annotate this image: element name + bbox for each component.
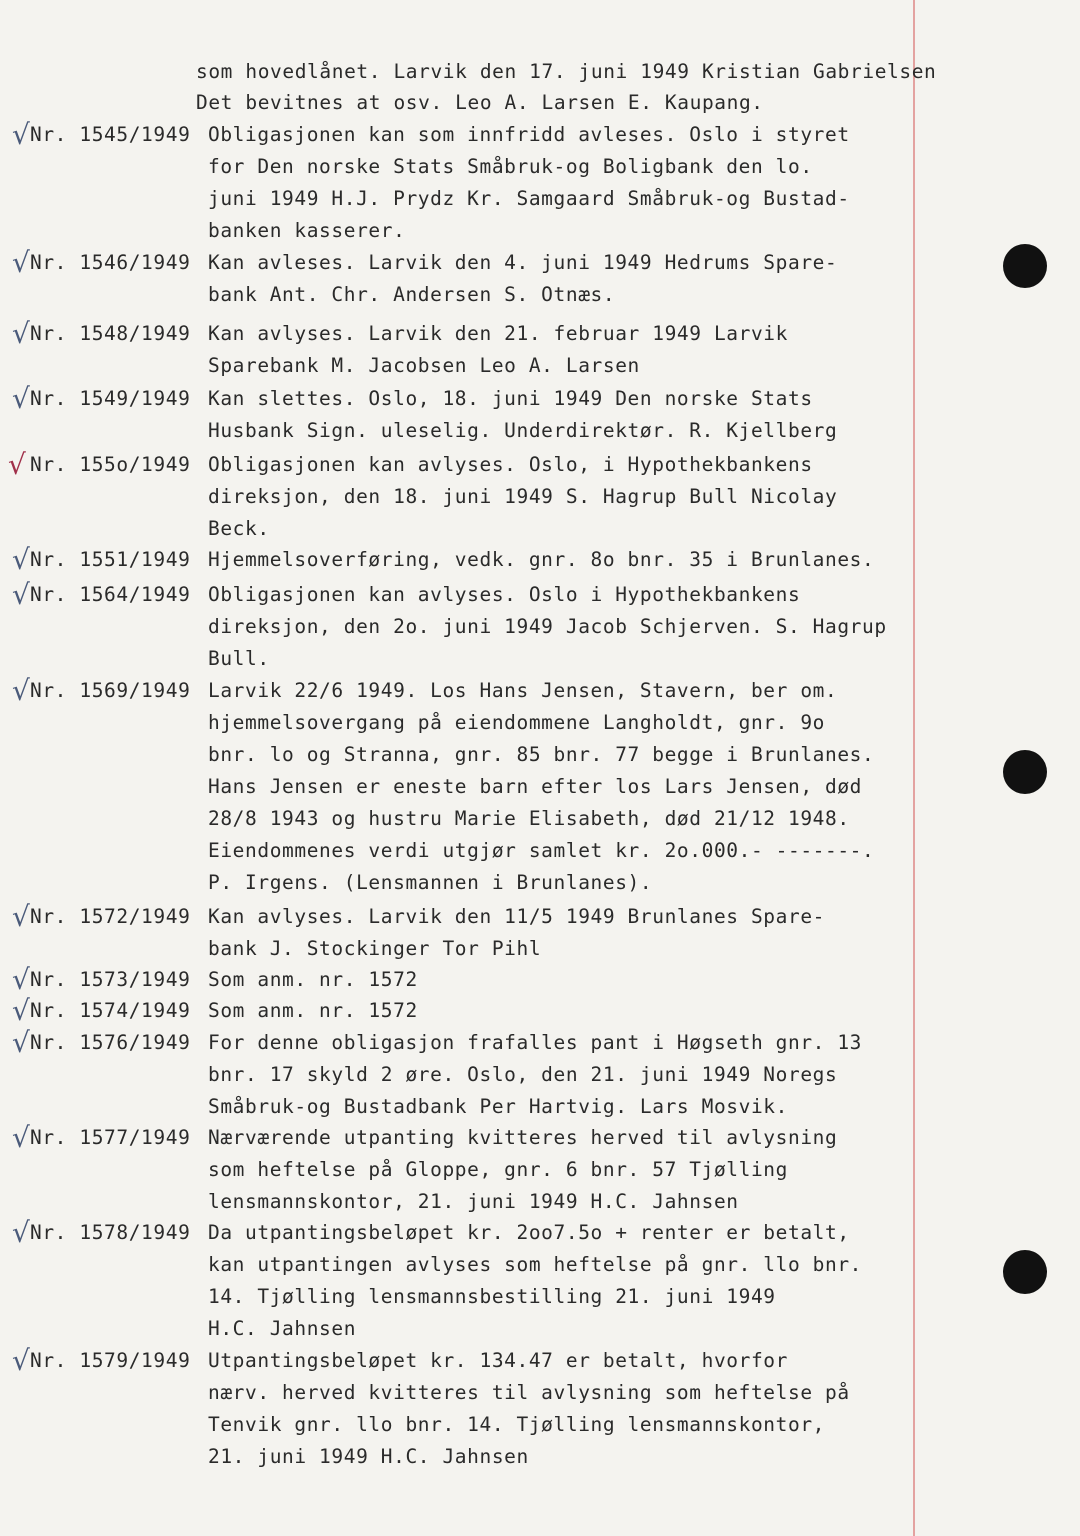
entry-number: Nr. 1572/1949 <box>30 905 191 928</box>
entry-number: Nr. 1577/1949 <box>30 1126 191 1149</box>
entry-number: Nr. 1549/1949 <box>30 387 191 410</box>
check-mark-icon: √ <box>12 246 30 279</box>
entry-number: Nr. 1545/1949 <box>30 123 191 146</box>
entry-text-line: kan utpantingen avlyses som heftelse på gnr. llo bnr. <box>208 1253 863 1276</box>
check-mark-icon: √ <box>12 1216 30 1249</box>
punch-hole <box>1003 750 1047 794</box>
check-mark-icon: √ <box>12 1344 30 1377</box>
entry-text-line: P. Irgens. (Lensmannen i Brunlanes). <box>208 871 653 894</box>
entry-text-line: for Den norske Stats Småbruk-og Boligbank den lo. <box>208 155 813 178</box>
entry-text-line: bnr. 17 skyld 2 øre. Oslo, den 21. juni 1949 Noregs <box>208 1063 838 1086</box>
check-mark-icon: √ <box>12 994 30 1027</box>
entry-text-line: som heftelse på Gloppe, gnr. 6 bnr. 57 Tjølling <box>208 1158 788 1181</box>
entry-text-line: Kan avlyses. Larvik den 11/5 1949 Brunlanes Spare- <box>208 905 825 928</box>
entry-text-line: Husbank Sign. uleselig. Underdirektør. R. Kjellberg <box>208 419 838 442</box>
entry-number: Nr. 1569/1949 <box>30 679 191 702</box>
entry-text-line: H.C. Jahnsen <box>208 1317 357 1340</box>
entry-text-line: Beck. <box>208 517 270 540</box>
entry-text-line: Småbruk-og Bustadbank Per Hartvig. Lars Mosvik. <box>208 1095 788 1118</box>
entry-text-line: 21. juni 1949 H.C. Jahnsen <box>208 1445 529 1468</box>
entry-number: Nr. 155o/1949 <box>30 453 191 476</box>
entry-text-line: Utpantingsbeløpet kr. 134.47 er betalt, hvorfor <box>208 1349 788 1372</box>
entry-text-line: Nærværende utpanting kvitteres herved til avlysning <box>208 1126 838 1149</box>
entry-text-line: 28/8 1943 og hustru Marie Elisabeth, død 21/12 1948. <box>208 807 850 830</box>
entry-text-line: direksjon, den 18. juni 1949 S. Hagrup Bull Nicolay <box>208 485 838 508</box>
entry-text-line: Som anm. nr. 1572 <box>208 968 418 991</box>
entry-text-line: Da utpantingsbeløpet kr. 2oo7.5o + renter er betalt, <box>208 1221 850 1244</box>
entry-number: Nr. 1576/1949 <box>30 1031 191 1054</box>
entry-text-line: Obligasjonen kan avlyses. Oslo, i Hypothekbankens <box>208 453 813 476</box>
entry-text-line: banken kasserer. <box>208 219 406 242</box>
entry-text-line: Hans Jensen er eneste barn efter los Lars Jensen, død <box>208 775 863 798</box>
entry-text-line: Hjemmelsoverføring, vedk. gnr. 8o bnr. 35 i Brunlanes. <box>208 548 875 571</box>
continuation-line: som hovedlånet. Larvik den 17. juni 1949 Kristian Gabrielsen <box>196 60 937 83</box>
check-mark-icon: √ <box>12 317 30 350</box>
check-mark-icon: √ <box>12 674 30 707</box>
entry-number: Nr. 1579/1949 <box>30 1349 191 1372</box>
entry-number: Nr. 1564/1949 <box>30 583 191 606</box>
entry-text-line: Obligasjonen kan avlyses. Oslo i Hypothekbankens <box>208 583 801 606</box>
entry-text-line: Larvik 22/6 1949. Los Hans Jensen, Stavern, ber om. <box>208 679 838 702</box>
check-mark-icon: √ <box>12 963 30 996</box>
punch-hole <box>1003 244 1047 288</box>
entry-text-line: Kan slettes. Oslo, 18. juni 1949 Den norske Stats <box>208 387 813 410</box>
entry-text-line: bank Ant. Chr. Andersen S. Otnæs. <box>208 283 616 306</box>
entry-text-line: 14. Tjølling lensmannsbestilling 21. juni 1949 <box>208 1285 776 1308</box>
entry-text-line: For denne obligasjon frafalles pant i Høgseth gnr. 13 <box>208 1031 863 1054</box>
entry-text-line: lensmannskontor, 21. juni 1949 H.C. Jahnsen <box>208 1190 739 1213</box>
margin-line <box>913 0 915 1536</box>
entry-text-line: bnr. lo og Stranna, gnr. 85 bnr. 77 begge i Brunlanes. <box>208 743 875 766</box>
entry-text-line: Eiendommenes verdi utgjør samlet kr. 2o.000.- -------. <box>208 839 875 862</box>
entry-text-line: Som anm. nr. 1572 <box>208 999 418 1022</box>
check-mark-icon: √ <box>12 382 30 415</box>
check-mark-icon: √ <box>8 448 26 481</box>
entry-text-line: Obligasjonen kan som innfridd avleses. Oslo i styret <box>208 123 850 146</box>
continuation-line: Det bevitnes at osv. Leo A. Larsen E. Kaupang. <box>196 91 764 114</box>
entry-number: Nr. 1574/1949 <box>30 999 191 1022</box>
entry-text-line: Tenvik gnr. llo bnr. 14. Tjølling lensmannskontor, <box>208 1413 825 1436</box>
check-mark-icon: √ <box>12 1121 30 1154</box>
entry-number: Nr. 1548/1949 <box>30 322 191 345</box>
check-mark-icon: √ <box>12 118 30 151</box>
check-mark-icon: √ <box>12 578 30 611</box>
entry-number: Nr. 1551/1949 <box>30 548 191 571</box>
entry-number: Nr. 1578/1949 <box>30 1221 191 1244</box>
check-mark-icon: √ <box>12 1026 30 1059</box>
entry-text-line: Bull. <box>208 647 270 670</box>
entry-text-line: hjemmelsovergang på eiendommene Langholdt, gnr. 9o <box>208 711 825 734</box>
check-mark-icon: √ <box>12 543 30 576</box>
entry-text-line: juni 1949 H.J. Prydz Kr. Samgaard Småbruk-og Bustad- <box>208 187 850 210</box>
entry-text-line: Kan avleses. Larvik den 4. juni 1949 Hedrums Spare- <box>208 251 838 274</box>
entry-text-line: Sparebank M. Jacobsen Leo A. Larsen <box>208 354 640 377</box>
check-mark-icon: √ <box>12 900 30 933</box>
entry-text-line: nærv. herved kvitteres til avlysning som heftelse på <box>208 1381 850 1404</box>
entry-number: Nr. 1546/1949 <box>30 251 191 274</box>
entry-number: Nr. 1573/1949 <box>30 968 191 991</box>
entry-text-line: bank J. Stockinger Tor Pihl <box>208 937 542 960</box>
entry-text-line: direksjon, den 2o. juni 1949 Jacob Schjerven. S. Hagrup <box>208 615 887 638</box>
punch-hole <box>1003 1250 1047 1294</box>
entry-text-line: Kan avlyses. Larvik den 21. februar 1949 Larvik <box>208 322 788 345</box>
